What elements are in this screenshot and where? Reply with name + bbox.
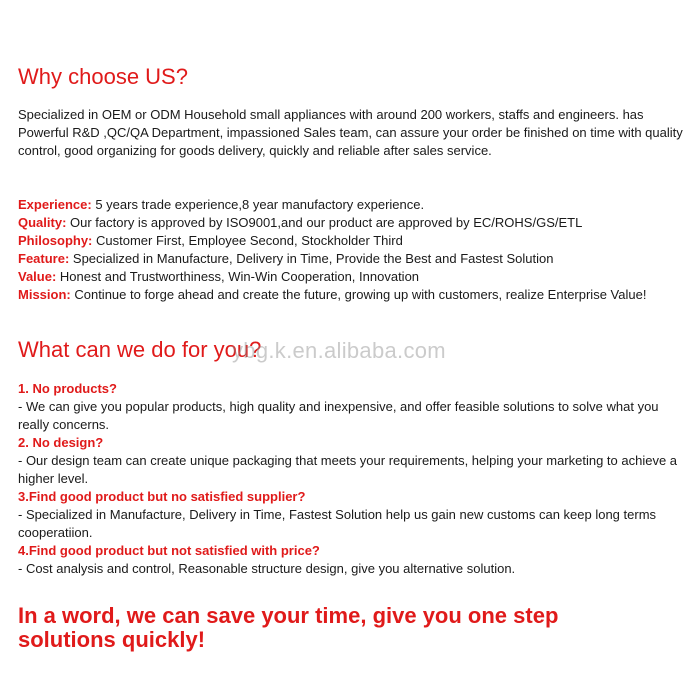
fact-label: Value: — [18, 269, 57, 284]
fact-text: Honest and Trustworthiness, Win-Win Cooperation, Innovation — [56, 269, 420, 284]
qa-list — [18, 380, 686, 578]
answer-no-products: - We can give you popular products, high quality and inexpensive, and offer feasible solutions to solve what you really concerns. — [18, 399, 659, 432]
fact-label: Feature: — [18, 251, 70, 266]
facts-list — [18, 196, 686, 304]
fact-mission — [18, 286, 686, 304]
fact-text: Customer First, Employee Second, Stockholder Third — [92, 233, 403, 248]
question-no-products: 1. No products? — [18, 381, 117, 396]
fact-text: 5 years trade experience,8 year manufactory experience. — [91, 197, 425, 212]
answer-price: - Cost analysis and control, Reasonable structure design, give you alternative solution. — [18, 561, 516, 576]
fact-philosophy — [18, 232, 686, 250]
watermark: ybg.k.en.alibaba.com — [232, 338, 446, 363]
fact-label: Quality: — [18, 215, 67, 230]
fact-text: Continue to forge ahead and create the future, growing up with customers, realize Enterprise Value! — [70, 287, 647, 302]
fact-value — [18, 268, 686, 286]
fact-text: Specialized in Manufacture, Delivery in Time, Provide the Best and Fastest Solution — [69, 251, 554, 266]
answer-no-design: - Our design team can create unique packaging that meets your requirements, helping your marketing to achieve a higher level. — [18, 453, 678, 486]
conclusion-text: In a word, we can save your time, give you one step solutions quickly! — [18, 603, 559, 652]
fact-label: Experience: — [18, 197, 92, 212]
fact-quality — [18, 214, 686, 232]
fact-label: Philosophy: — [18, 233, 93, 248]
question-no-design: 2. No design? — [18, 435, 104, 450]
fact-text: Our factory is approved by ISO9001,and our product are approved by EC/ROHS/GS/ETL — [66, 215, 583, 230]
fact-feature — [18, 250, 686, 268]
answer-no-supplier: - Specialized in Manufacture, Delivery in Time, Fastest Solution help us gain new customs can keep long terms cooperatiion. — [18, 507, 657, 540]
fact-label: Mission: — [18, 287, 71, 302]
fact-experience — [18, 196, 686, 214]
question-no-supplier: 3.Find good product but no satisfied supplier? — [18, 489, 306, 504]
section-title-why-choose-us: Why choose US? — [18, 64, 188, 89]
intro-paragraph: Specialized in OEM or ODM Household small appliances with around 200 workers, staffs and engineers. has Powerful R&D ,QC/QA Department, impassioned Sales team, can assure your order be finished on time with quality control, good organizing for goods delivery, quickly and reliable after sales service. — [18, 107, 683, 158]
section-title-what-can-we-do: What can we do for you? — [18, 337, 262, 362]
question-price: 4.Find good product but not satisfied with price? — [18, 543, 320, 558]
